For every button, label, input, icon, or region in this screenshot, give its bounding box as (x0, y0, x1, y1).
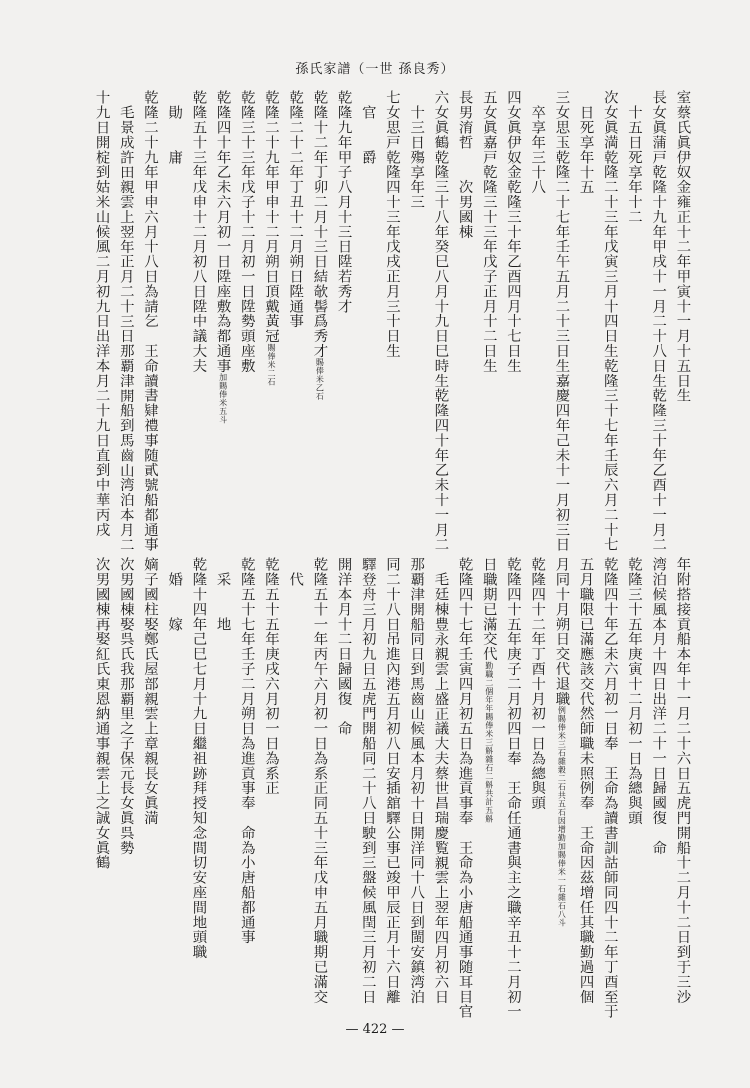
annotation-note: 例賜俸米三石雜穀二石共五石因增勤加賜俸米一石雜石八斗 (557, 706, 567, 927)
column-text: 同二十八日吊進內港五月初八日安插舘驛公事已竣甲辰正月十六日離 (384, 557, 400, 1004)
text-column (627, 105, 641, 224)
text-column (312, 557, 326, 1004)
text-column (506, 557, 520, 1019)
column-text: 湾泊候風本月十四日出洋二十一日歸國復 命 (650, 557, 667, 855)
column-text: 五女眞嘉戸乾隆三十三年戊子正月十二日生 (480, 90, 497, 374)
column-text: 乾隆四十二年丁酉十月初一日為總與頭 (529, 557, 546, 811)
text-column (578, 557, 592, 1004)
column-text: 婚 嫁 (166, 572, 183, 640)
column-text: 乾隆三十三年戊子十二月初一日陞勢頭座敷 (238, 90, 255, 374)
annotation-note: 賜俸米二石 (267, 343, 276, 386)
section-heading (167, 572, 181, 639)
text-column (94, 557, 108, 870)
column-text: 勛 庸 (166, 105, 183, 173)
column-text: 驛登舟三月初九日五虎門開船同二十八日駛到三盤候風閏三月初二日 (359, 557, 376, 1004)
column-text: 乾隆四十年乙未六月初一日奉 王命為讀書訓詁師同四十二年丁酉至于 (601, 557, 618, 1019)
column-text: 年附搭接貢船本年十一月二十六日五虎門開船十二月十二日到于三沙 (674, 557, 691, 1004)
column-text: 十五日死享年十二 (626, 105, 642, 225)
text-column (651, 90, 665, 552)
annotation-note: 勤職二個年年賜俸米三斛雜石二斛共計五斛 (484, 661, 494, 823)
column-text: 日死享年十五 (577, 105, 594, 195)
column-text: 七女思戸乾隆四十三年戊戌正月三十日生 (384, 90, 400, 359)
column-text: 乾隆五十三年戊申十二月初八日陞中議大夫 (190, 90, 207, 374)
text-column (481, 90, 495, 373)
column-text: 乾隆五十一年丙午六月初一日為系正同五十三年戊申五月職期已滿交 (311, 557, 328, 1004)
text-column (118, 105, 132, 552)
text-column (675, 90, 689, 403)
text-column (215, 90, 229, 424)
text-column (433, 90, 447, 552)
text-column (627, 557, 641, 825)
column-text: 乾隆二十九年甲申十二月朔日頂戴黃冠 (263, 90, 279, 344)
text-column (457, 90, 471, 239)
column-text: 乾隆十二年丁卯二月十三日結欹髻爲秀才 (311, 90, 328, 359)
text-column (385, 90, 399, 358)
text-column (651, 557, 665, 855)
text-column (554, 557, 568, 927)
text-column (675, 557, 689, 1004)
text-column (602, 90, 616, 552)
text-column (239, 557, 253, 944)
text-column (143, 557, 157, 825)
text-column (94, 90, 108, 537)
text-column (336, 557, 350, 736)
column-text: 乾隆五十七年壬子二月朔日為進貢事奉 命為小唐船都通事 (238, 557, 255, 945)
text-column (239, 90, 253, 373)
column-text: 乾隆四十五年庚子二月初四日奉 王命任通書與主之職辛丑十二月初一 (505, 557, 521, 1019)
text-column (288, 90, 302, 328)
column-text: 十九日開椗到姑米山候風二月初九日出洋本月二十九日直到中華丙戌 (93, 90, 110, 537)
column-text: 官 爵 (359, 105, 376, 173)
text-column (554, 90, 568, 552)
column-text: 十三日殤享年三 (408, 105, 425, 210)
text-column (191, 557, 205, 959)
text-column (530, 557, 544, 810)
column-text: 三女思玉乾隆二十七年壬午五月二十三日生嘉慶四年己未十一月初三日 (553, 90, 570, 552)
column-text: 長男淯哲 次男國棟 (456, 90, 473, 239)
column-text: 代 (287, 572, 304, 587)
column-text: 長女眞蒲戸乾隆十九年甲戌十一月二十八日生乾隆三十年乙酉十一月二 (650, 90, 667, 552)
column-text: 嫡子國柱娶鄭氏屋部親雲上章親長女眞満 (142, 557, 158, 826)
text-column (385, 557, 399, 1004)
text-column (336, 90, 350, 314)
text-column (118, 557, 132, 855)
column-text: 乾隆四十七年壬寅四月初五日為進貢事奉 王命為小唐船通事随耳目官 (456, 557, 473, 1019)
column-text: 次男國棟娶呉氏我那覇里之子保元長女眞呉勢 (117, 557, 134, 855)
section-heading (215, 572, 229, 639)
text-column (602, 557, 616, 1019)
text-column (481, 557, 495, 823)
text-column (360, 557, 374, 1004)
text-column (143, 90, 157, 552)
text-column (433, 572, 447, 1004)
section-heading (167, 105, 181, 172)
column-text: 乾隆九年甲子八月十三日陞若秀才 (335, 90, 352, 314)
column-text: 卒享年三十八 (529, 105, 546, 195)
text-column (264, 557, 278, 795)
column-text: 日職期已滿交代 (480, 557, 497, 662)
text-column (530, 105, 544, 194)
column-text: 毛廷棟豊永親雲上盛正議大夫蔡世昌瑞慶覧親雲上翌年四月初六日 (432, 572, 449, 1005)
text-column (457, 557, 471, 1019)
text-column (191, 90, 205, 373)
column-text: 四女眞伊奴金乾隆三十年乙酉四月十七日生 (505, 90, 521, 374)
column-text: 五月職限已滿應該交代然師職未照例奉 王命因茲增任其職勤過四個 (577, 557, 594, 1004)
column-text: 乾隆二十二年丁丑十二月朔日陞通事 (287, 90, 304, 329)
column-text: 室蔡氏眞伊奴金雍正十二年甲寅十一月十五日生 (674, 90, 691, 403)
text-column (506, 90, 520, 373)
column-text: 六女眞鶴乾隆三十八年癸巳八月十九日巳時生乾隆四十年乙未十一月二 (432, 90, 449, 552)
column-text: 乾隆十四年己巳七月十九日繼祖跡拜授知念間切安座間地頭職 (190, 557, 207, 960)
column-text: 開洋本月十二日歸國復 命 (335, 557, 352, 736)
annotation-note: 賜俸米乙石 (315, 358, 325, 401)
column-text: 毛景成許田親雲上翌年正月二十三日那覇津開船到馬齒山湾泊本月二 (117, 105, 134, 552)
page-header-title: 孫氏家譜（一世 孫良秀） (295, 62, 455, 77)
text-column (312, 90, 326, 401)
column-text: 乾隆三十五年庚寅十二月初一日為總與頭 (626, 557, 642, 826)
column-text: 次男國棟再娶紅氏東恩納通事親雲上之誠女眞鶴 (93, 557, 110, 870)
text-column (409, 105, 423, 209)
text-column (288, 572, 302, 587)
column-text: 次女眞満乾隆二十三年戊寅三月十四日生乾隆三十七年壬辰六月二十七 (601, 90, 618, 552)
column-text: 采 地 (214, 572, 231, 640)
annotation-note: 加賜俸米五斗 (218, 373, 228, 425)
text-column (409, 557, 423, 1004)
column-text: 乾隆四十年乙未六月初一日陞座敷為都通事 (214, 90, 231, 374)
column-text: 乾隆五十五年庚戌六月初一日為系正 (263, 557, 279, 796)
column-text: 月同十月朔日交代退職 (553, 557, 570, 706)
column-text: 乾隆二十九年甲申六月十八日為請乞 王命讀書肄禮事随貳號船都通事 (142, 90, 158, 552)
text-column (578, 105, 592, 194)
text-column (264, 90, 278, 386)
section-heading (360, 105, 374, 172)
column-text: 那覇津開船同日到馬齒山候風本月初十日開洋同十八日到閩安鎮湾泊 (408, 557, 425, 1004)
page-number: — 422 — (345, 1022, 405, 1037)
